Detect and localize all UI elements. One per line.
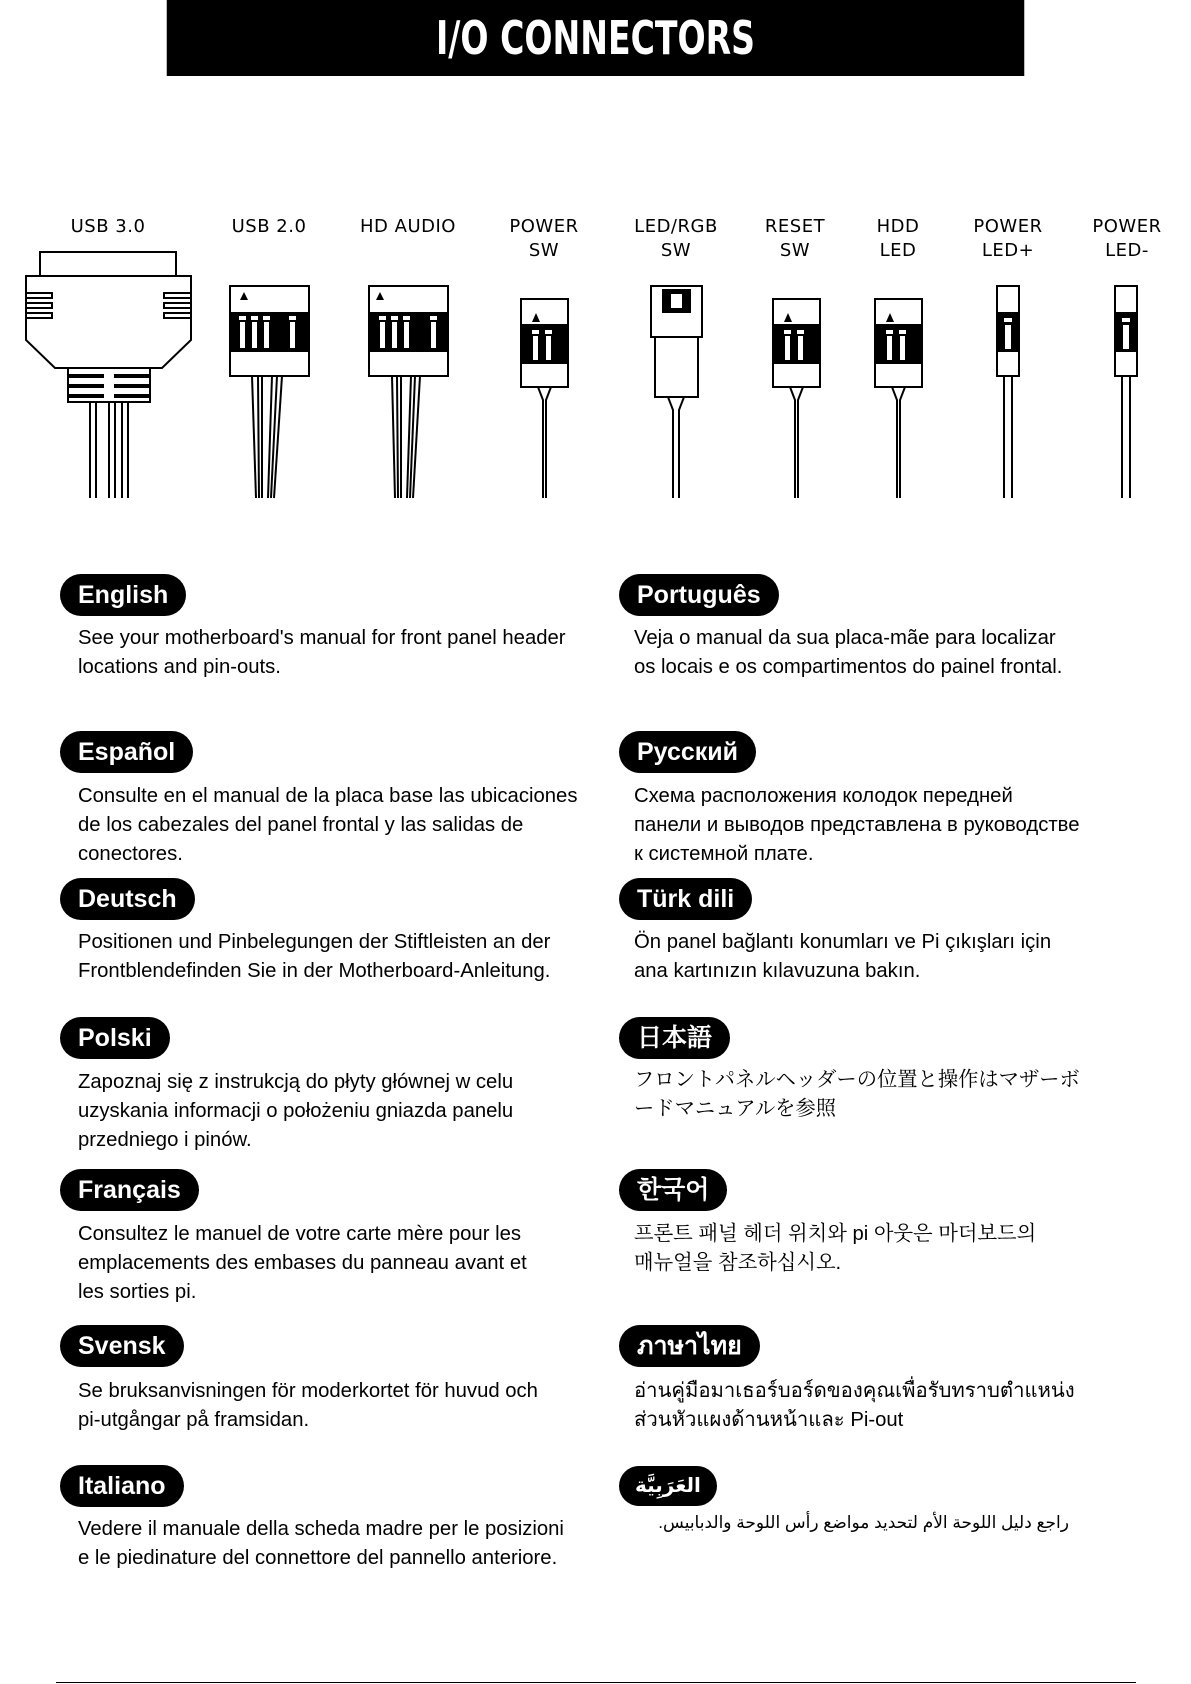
lang-text-korean: 프론트 패널 헤더 위치와 pi 아웃은 마더보드의 매뉴얼을 참조하십시오. (634, 1223, 1037, 1274)
label-powerledp-1: POWER (973, 216, 1043, 237)
label-ledrgb-1: LED/RGB (634, 216, 718, 237)
label-reset-1: RESET (764, 216, 826, 237)
lang-text-arabic: راجع دليل اللوحة الأم لتحديد مواضع رأس اللوحة والدبابيس. (658, 1513, 1069, 1532)
ledrgb-connector-icon (651, 286, 702, 498)
page-title: I/O CONNECTORS (167, 0, 1025, 76)
lang-text-english: See your motherboard's manual for front panel header locations and pin-outs. (78, 627, 566, 678)
label-powerledm-2: LED- (1105, 240, 1149, 261)
lang-badge-english: English (60, 574, 186, 616)
powerledp-connector-icon (997, 286, 1019, 498)
lang-text-deutsch: Positionen und Pinbelegungen der Stiftleisten an der Frontblendefinden Sie in der Motherboard-Anleitung. (78, 931, 551, 982)
lang-badge-espanol: Español (60, 731, 193, 773)
lang-badge-francais: Français (60, 1169, 199, 1211)
lang-text-svensk: Se bruksanvisningen för moderkortet för huvud och pi-utgångar på framsidan. (78, 1380, 538, 1431)
lang-badge-svensk: Svensk (60, 1325, 184, 1367)
lang-text-russian: Схема расположения колодок передней панели и выводов представлена в руководстве к системной плате. (634, 785, 1080, 865)
label-reset-2: SW (779, 240, 811, 261)
reset-connector-icon (773, 299, 820, 498)
label-powerledm-1: POWER (1092, 216, 1162, 237)
lang-badge-arabic: العَرَبِيَّة (619, 1466, 717, 1506)
lang-badge-deutsch: Deutsch (60, 878, 195, 920)
label-hdd-1: HDD (876, 216, 920, 237)
lang-text-francais: Consultez le manuel de votre carte mère pour les emplacements des embases du panneau avant et les sorties pi. (78, 1223, 527, 1303)
usb2-connector-icon (230, 286, 309, 498)
lang-badge-thai: ภาษาไทย (619, 1325, 760, 1367)
powerledm-connector-icon (1115, 286, 1137, 498)
hdd-connector-icon (875, 299, 922, 498)
lang-text-turkish: Ön panel bağlantı konumları ve Pi çıkışları için ana kartınızın kılavuzuna bakın. (634, 931, 1052, 982)
label-ledrgb-2: SW (660, 240, 692, 261)
label-powersw-2: SW (528, 240, 560, 261)
lang-badge-portugues: Português (619, 574, 779, 616)
connector-diagram (0, 0, 1191, 520)
lang-text-portugues: Veja o manual da sua placa-mãe para localizar os locais e os compartimentos do painel frontal. (634, 627, 1063, 678)
hdaudio-connector-icon (369, 286, 448, 498)
lang-badge-japanese: 日本語 (619, 1017, 730, 1059)
lang-text-thai: อ่านคู่มือมาเธอร์บอร์ดของคุณเพื่อรับทราบตำแหน่ง ส่วนหัวแผงด้านหน้าและ Pi-out (634, 1380, 1075, 1431)
label-powersw-1: POWER (509, 216, 579, 237)
lang-text-espanol: Consulte en el manual de la placa base las ubicaciones de los cabezales del panel frontal y las salidas de conectores. (78, 785, 578, 865)
label-usb2: USB 2.0 (231, 216, 307, 237)
powersw-connector-icon (521, 299, 568, 498)
label-powerledp-2: LED+ (981, 240, 1035, 261)
usb3-connector-icon (26, 252, 191, 498)
lang-badge-turkish: Türk dili (619, 878, 752, 920)
lang-badge-italiano: Italiano (60, 1465, 184, 1507)
label-usb3: USB 3.0 (70, 216, 146, 237)
lang-badge-korean: 한국어 (619, 1169, 727, 1211)
lang-text-italiano: Vedere il manuale della scheda madre per le posizioni e le piedinature del connettore del pannello anteriore. (78, 1518, 564, 1569)
lang-badge-polski: Polski (60, 1017, 170, 1059)
lang-text-polski: Zapoznaj się z instrukcją do płyty głównej w celu uzyskania informacji o położeniu gniazda panelu przedniego i pinów. (78, 1071, 514, 1151)
lang-badge-russian: Русский (619, 731, 756, 773)
lang-text-japanese: フロントパネルヘッダーの位置と操作はマザーボ ードマニュアルを参照 (634, 1069, 1080, 1120)
label-hdd-2: LED (879, 240, 917, 261)
footer-divider (56, 1682, 1136, 1683)
label-hdaudio: HD AUDIO (360, 216, 456, 237)
